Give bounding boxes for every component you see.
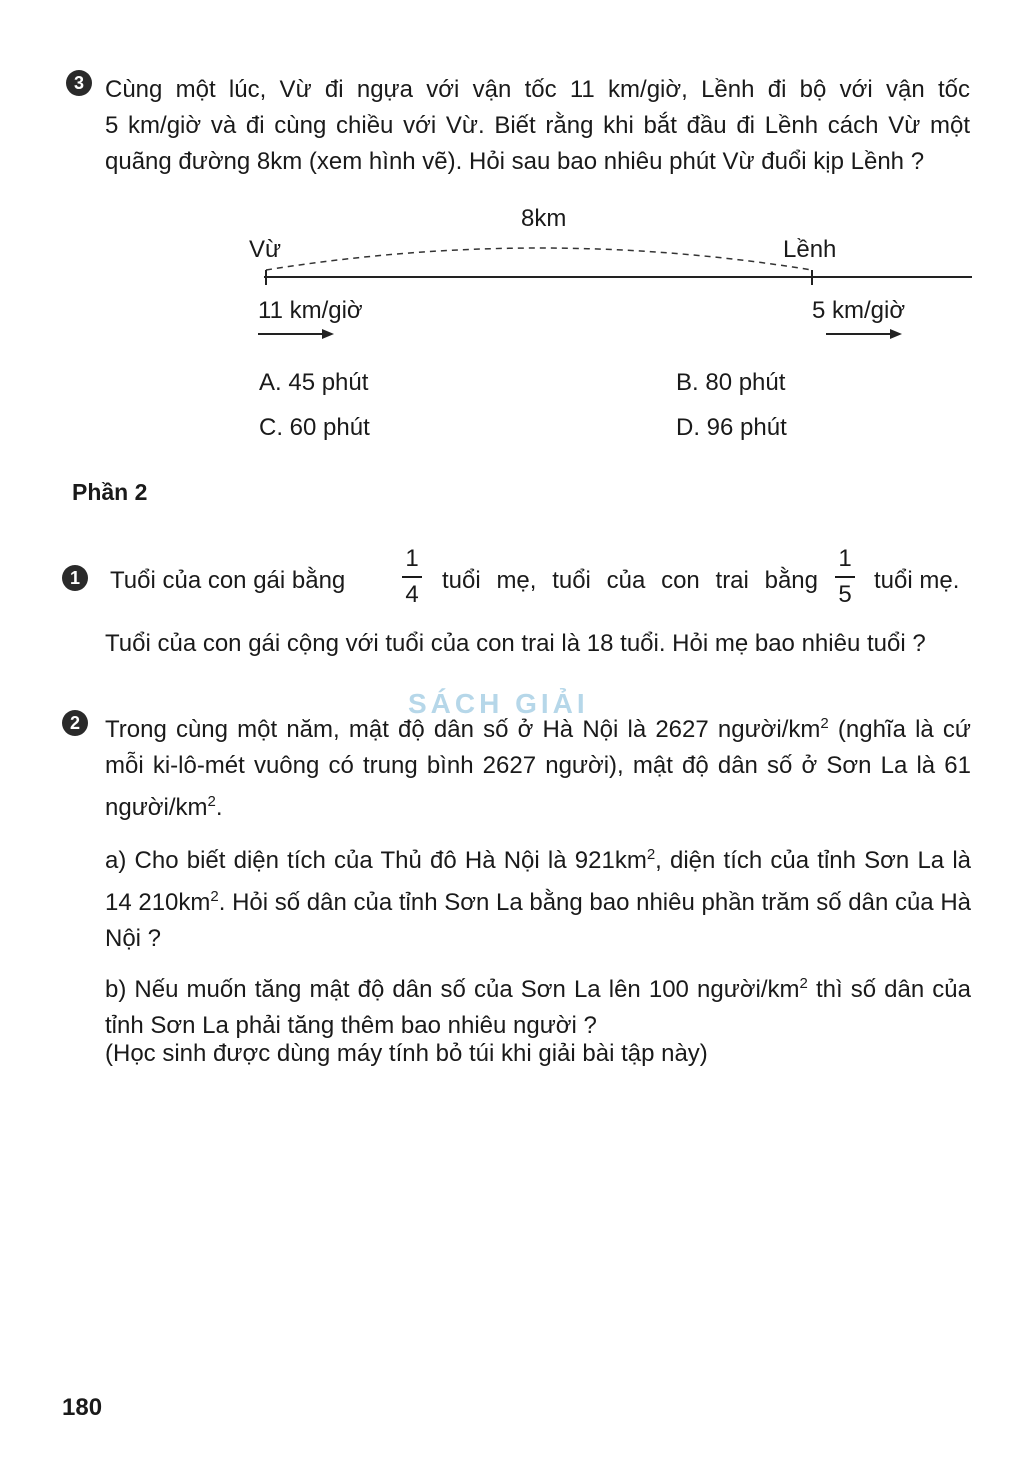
fraction (831, 544, 859, 610)
question-number-badge: 3 (66, 70, 92, 96)
lenh-speed-label: 5 km/giờ (812, 297, 906, 324)
fraction-bar (402, 576, 422, 578)
question-text-line: 5 km/giờ và đi cùng chiều với Vừ. Biết rằng khi bắt đầu đi Lềnh cách Vừ một (105, 112, 970, 139)
problem-intro: Trong cùng một năm, mật độ dân số ở Hà Nội là 2627 người/$km^2$ (nghĩa là cứ mỗi ki-lô-mét vuông có trung bình 2627 người), mật độ dân số ở Sơn La là 61 người/$km^2$. (105, 715, 971, 821)
fraction-numerator: 1 (838, 545, 852, 572)
problem-text: Tuổi của con gái cộng với tuổi của con trai là 18 tuổi. Hỏi mẹ bao nhiêu tuổi ? (105, 630, 926, 657)
distance-label: 8km (521, 205, 567, 232)
fraction-bar (835, 576, 855, 578)
problem-part-b: b) Nếu muốn tăng mật độ dân số của Sơn La lên 100 người/$km^2$ thì số dân của tỉnh Sơn La phải tăng thêm bao nhiêu người ? (105, 975, 971, 1039)
vu-label: Vừ (249, 236, 282, 263)
section-heading: Phần 2 (72, 479, 148, 505)
page-number: 180 (62, 1394, 103, 1421)
problem-note: (Học sinh được dùng máy tính bỏ túi khi giải bài tập này) (105, 1040, 708, 1067)
option-c: C. 60 phút (259, 414, 370, 441)
question-text-line: Cùng một lúc, Vừ đi ngựa với vận tốc 11 km/giờ, Lềnh đi bộ với vận tốc (105, 76, 970, 103)
problem-text: tuổi mẹ, tuổi của con trai bằng (442, 567, 818, 594)
watermark-logo: SÁCH GIẢI (408, 688, 589, 719)
option-b: B. 80 phút (676, 369, 786, 396)
fraction (398, 544, 426, 610)
fraction-denominator: 5 (838, 581, 852, 608)
problem-text: Tuổi của con gái bằng (110, 567, 346, 594)
problem-part-a: a) Cho biết diện tích của Thủ đô Hà Nội là $921km^2$, diện tích của tỉnh Sơn La là 14 $210km^2$. Hỏi số dân của tỉnh Sơn La bằng bao nhiêu phần trăm số dân của Hà Nội ? (105, 846, 971, 952)
arrow-head-icon (322, 329, 334, 339)
question-text-line: quãng đường 8km (xem hình vẽ). Hỏi sau bao nhiêu phút Vừ đuổi kịp Lềnh ? (105, 148, 925, 175)
fraction-numerator: 1 (405, 545, 419, 572)
lenh-label: Lềnh (783, 236, 837, 263)
option-a: A. 45 phút (259, 369, 369, 396)
arrow-head-icon (890, 329, 902, 339)
option-d: D. 96 phút (676, 414, 787, 441)
problem-number-badge: 2 (62, 710, 88, 736)
problem-number-badge: 1 (62, 565, 88, 591)
vu-speed-label: 11 km/giờ (258, 297, 363, 324)
distance-arc (266, 248, 812, 270)
problem-text: tuổi mẹ. (874, 567, 960, 594)
fraction-denominator: 4 (405, 581, 419, 608)
